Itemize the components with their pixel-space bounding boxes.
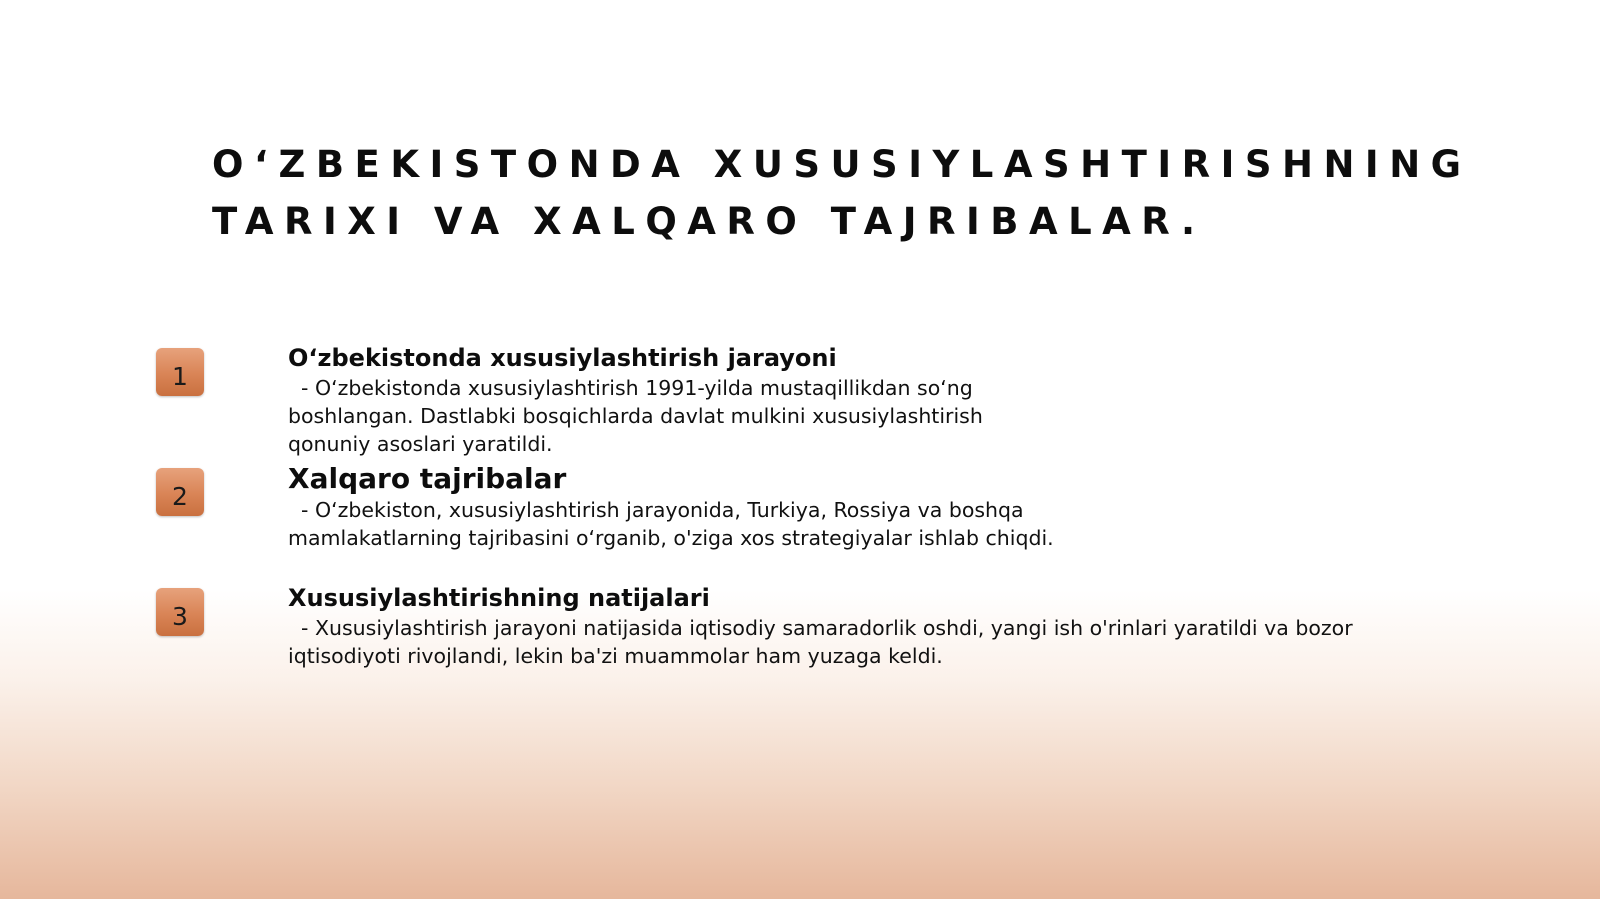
step-number-1: 1 <box>172 361 188 391</box>
list-item-3 <box>288 582 1438 670</box>
item-body-2: - O‘zbekiston, xususiylashtirish jarayonida, Turkiya, Rossiya va boshqa mamlakatlarning tajribasini o‘rganib, o'ziga xos strategiyalar ishlab chiqdi. <box>288 498 1054 550</box>
step-number-3: 3 <box>172 601 188 631</box>
step-number-badge-1 <box>156 348 204 396</box>
item-heading-3: Xususiylashtirishning natijalari <box>288 584 710 612</box>
step-number-badge-2 <box>156 468 204 516</box>
list-item-1 <box>288 342 1438 458</box>
list-item-2 <box>288 462 1438 552</box>
item-heading-1: O‘zbekistonda xususiylashtirish jarayoni <box>288 344 837 372</box>
step-number-badge-3 <box>156 588 204 636</box>
item-body-1: - O‘zbekistonda xususiylashtirish 1991-yilda mustaqillikdan so‘ng boshlangan. Dastlabki bosqichlarda davlat mulkini xususiylashtirish qonuniy asoslari yaratildi. <box>288 376 983 456</box>
item-body-3: - Xususiylashtirish jarayoni natijasida iqtisodiy samaradorlik oshdi, yangi ish o'rinlari yaratildi va bozor iqtisodiyoti rivojlandi, lekin ba'zi muammolar ham yuzaga keldi. <box>288 616 1353 668</box>
slide-title: O‘ZBEKISTONDA XUSUSIYLASHTIRISHNING TARIXI VA XALQARO TAJRIBALAR. <box>212 143 1472 243</box>
item-heading-2: Xalqaro tajribalar <box>288 462 567 495</box>
step-number-2: 2 <box>172 481 188 511</box>
